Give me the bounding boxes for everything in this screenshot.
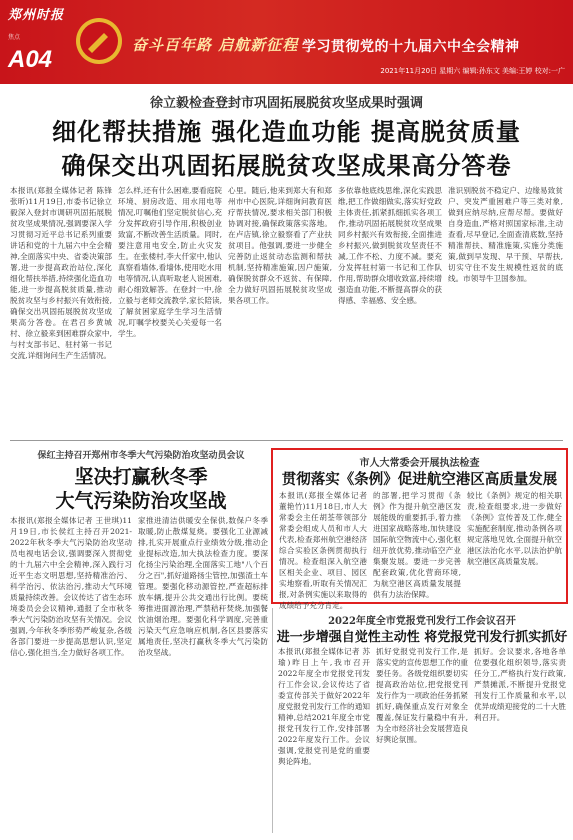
lead-column-1: 本报讯(郑报全媒体记者 陈锋 张昕)11月19日,市委书记徐立毅深入登封市调研巩固拓展脱贫攻坚成果情况,强调要深入学习贯彻习近平总书记系列重要讲话和党的十九届六中全会精神,全面落实中央、省委决策部署,进一步提高政治站位,深化细化帮扶举措,持续强化造血功能,进一步提高脱贫质量,推动脱贫攻坚与乡村振兴有效衔接,确保交出巩固拓展脱贫攻坚成果高分答卷。在君召乡黄城村、徐立毅来到困难群众家中,与村支部书记、驻村第一书记交流,详细询问生产生活情况。: [10, 186, 112, 360]
bottom-column-1: 本报讯(郑报全媒体记者 苏瑜)昨日上午,我市召开2022年度全市党报党刊发行工作会议,会议传达了省委宣传部关于做好2022年度党报党刊发行工作的通知精神,总结2021年度全市党报党刊发行工作,安排部署2022年度发行工作。会议强调,党报党刊是党的重要舆论阵地。: [278, 647, 370, 766]
box-headline: 贯彻落实《条例》促进航空港区高质量发展: [281, 472, 558, 488]
lead-headline-2: 确保交出巩固拓展脱贫攻坚成果高分答卷: [61, 152, 512, 180]
lead-column-3: 心里。随后,他来到郑大有和郑州市中心医院,详细询问教育医疗帮扶情况,要求相关部门积极协调对接,确保政策落实落地。在卢店镇,徐立毅察看了产业扶贫项目。他强调,要进一步健全完善防止返贫动态监测和帮扶机制,坚持精准施策,因户施策,确保脱贫群众不返贫、有保障,全力做好巩固拓展脱贫攻坚成果各项工作。: [228, 186, 332, 305]
section-divider: [10, 440, 563, 441]
lead-kicker: 徐立毅检查登封市巩固拓展脱贫攻坚成果时强调: [149, 96, 423, 111]
page-section: 焦点: [8, 34, 21, 41]
bottom-kicker: 2022年度全市党报党刊发行工作会议召开: [328, 616, 516, 627]
masthead-banner: [0, 0, 573, 84]
lead-column-4: 多依靠他底线思维,深化实践思维,把工作做细做实,落实好党政主体责任,抓紧抓细抓实各项工作,推动巩固拓展脱贫攻坚成果同乡村振兴有效衔接,全面推进乡村振兴,做到脱贫攻坚责任不减,工作不松、力度不减。要充分发挥驻村第一书记和工作队作用,帮助群众增收致富,持续增强造血功能,不断提高群众的获得感、幸福感、安全感。: [338, 186, 442, 305]
bottom-column-2: 抓好党报党刊发行工作,是落实党的宣传思想工作的重要任务。各级党组织要切实提高政治站位,把党报党刊发行作为一项政治任务抓紧抓好,确保重点发行对象全覆盖,保证发行量稳中有升,为全市经济社会发展营造良好舆论氛围。: [376, 647, 468, 744]
box-kicker: 市人大常委会开展执法检查: [359, 458, 480, 469]
box-column-1: 本报讯(郑报全媒体记者 董艳竹)11月18日,市人大常委会主任胡荃带领部分常委会组成人员和市人大代表,检查郑州航空港经济综合实验区条例贯彻执行情况。检查组深入航空港区相关企业、项目、园区实地察看,听取有关情况汇报,对条例实施以来取得的成绩给予充分肯定。: [279, 491, 367, 610]
box-column-3: 较比《条例》规定的相关职责,检查组要求,进一步做好《条例》宣传普及工作,健全实施配套制度,推动条例各项规定落地见效,全面提升航空港区法治化水平,以法治护航航空港区高质量发展。: [467, 491, 562, 566]
lead-headline-1: 细化帮扶措施 强化造血功能 提高脱贫质量: [52, 118, 521, 146]
bottom-column-3: 抓好。会议要求,各地各单位要强化组织领导,落实责任分工,严格执行发行政策,严禁摊派,不断提升党报党刊发行工作质量和水平,以优异成绩迎接党的二十大胜利召开。: [474, 647, 566, 722]
dateline: 2021年11月20日 星期六 编辑:孙东文 美编:王婷 校对:一广: [380, 67, 565, 75]
column-rule: [272, 608, 273, 833]
lead-column-5: 准识别脱贫不稳定户、边缘易致贫户、突发严重困难户等三类对象,做到应纳尽纳,应帮尽帮。要做好自身造血,严格对照国家标准,主动查看,尽早登记,全面查清底数,坚持精准帮扶、精准施策,实施分类施策,做到早发现、早干预、早帮扶,切实守住不发生规模性返贫的底线。市领导牛卫国参加。: [448, 186, 563, 283]
bottom-headline: 进一步增强自觉性主动性 将党报党刊发行抓实抓好: [276, 630, 568, 645]
left-headline-1: 坚决打赢秋冬季: [74, 466, 208, 488]
newspaper-brand: 郑州时报: [8, 8, 65, 23]
page-number: A04: [8, 46, 53, 73]
left-kicker: 保红主持召开郑州市冬季大气污染防治攻坚动员会议: [37, 451, 245, 461]
left-column-1: 本报讯(郑报全媒体记者 王世琪)11月19日,市长侯红主持召开2021-2022年秋冬季大气污染防治攻坚动员电视电话会议,强调要深入贯彻党的十九届六中全会精神,深入践行习近平生态文明思想,坚持精准治污、科学治污、依法治污,推动大气环境质量持续改善。会议传达了省生态环境委员会会议精神,通报了全市秋冬季大气污染防治攻坚有关情况。会议强调,今年秋冬季形势严峻复杂,各级各部门要进一步提高思想认识,坚定信心,强化担当,全力做好各项工作。: [10, 516, 132, 657]
left-headline-2: 大气污染防治攻坚战: [55, 490, 227, 512]
box-column-2: 的部署,把学习贯彻《条例》作为提升航空港区发展能级的重要抓手,着力推进国家战略落地,加快建设国际航空物流中心,强化枢纽开放优势,推动临空产业集聚发展。要进一步完善配套政策,优化营商环境,为航空港区高质量发展提供有力法治保障。: [373, 491, 461, 599]
highlighted-story-box: [271, 448, 568, 610]
lead-column-2: 怎么样,还有什么困难,要看庭院环境、厨房改造、用水用电等情况,叮嘱他们坚定脱贫信心,充分发挥政府引导作用,积极创业致富,不断改善生活质量。同时,要注意用电安全,防止火灾发生。在张楼村,李大仟家中,他认真察看墙体,看墙体,使用吃水用电等情况,认真听取老人说困难,耐心细致解答。在登封一中,徐立毅与老师交流教学,家长陪读,了解贫困家庭学生学习生活情况,叮嘱学校要关心关爱每一名学生。: [118, 186, 222, 338]
slogan-centennial: 奋斗百年路 启航新征程: [132, 36, 299, 54]
left-column-2: 家推进清洁供暖安全保供,数保户冬季取暖,防止散煤复烧。要强化工业源减排,扎实开展重点行业绩效分级,推动企业提标改造,加大执法检查力度。要深化扬尘污染治理,全面落实工地"八个百分之百",抓好道路扬尘管控,加强渣土车管理。要强化移动源管控,严查超标排放车辆,提升公共交通出行比例。要统筹推进面源治理,严禁秸秆焚烧,加强餐饮油烟治理。要强化科学调度,完善重污染天气应急响应机制,各区县要落实属地责任,坚决打赢秋冬季大气污染防治攻坚战。: [138, 516, 268, 657]
party-emblem-icon: [74, 16, 124, 66]
slogan-plenum: 学习贯彻党的十九届六中全会精神: [302, 39, 520, 55]
